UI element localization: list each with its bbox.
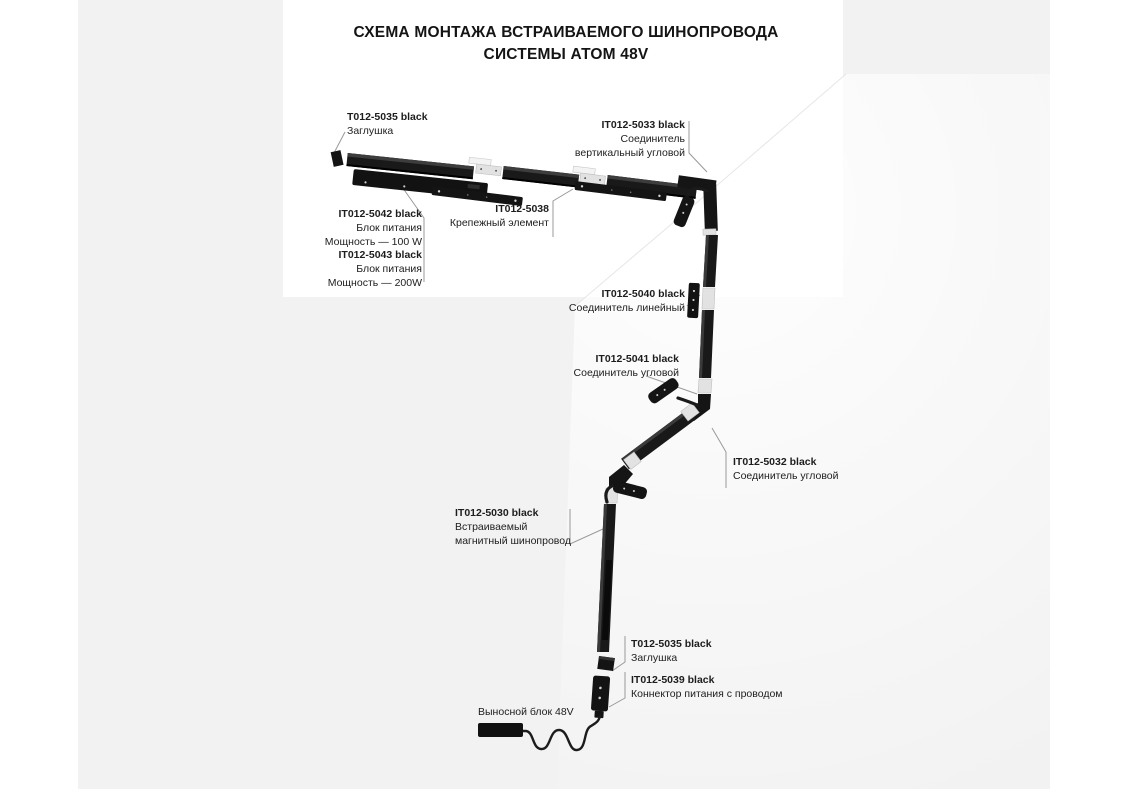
label-code: IT012-5043 black [338,249,422,261]
end-cap-bottom [597,656,615,671]
label-line: вертикальный угловой [574,147,685,160]
label-line: Мощность — 100 W [324,236,422,249]
label-code: Т012-5035 black [347,111,428,123]
label-code: IT012-5039 black [631,674,715,686]
label-line: Крепежный элемент [449,217,549,230]
label-line: Коннектор питания с проводом [631,688,783,701]
label-line: Заглушка [347,125,394,138]
label-code: IT012-5040 black [601,288,685,300]
label-line: Заглушка [631,652,678,665]
label-code: IT012-5033 black [601,119,685,131]
label-external-psu [478,705,574,719]
label-line: Соединитель линейный [568,302,685,315]
label-code: IT012-5041 black [595,353,679,365]
label-cap-top [347,110,428,138]
title-line-1: СХЕМА МОНТАЖА ВСТРАИВАЕМОГО ШИНОПРОВОДА [353,24,779,41]
label-psu-200 [302,248,422,291]
label-line: Соединитель угловой [573,367,679,380]
label-corner-vertical [547,118,685,161]
label-line: Выносной блок 48V [478,706,574,718]
label-corner-mid [530,352,679,380]
label-line: Блок питания [356,263,422,276]
label-line: магнитный шинопровод [455,535,571,548]
label-track [455,506,571,549]
label-code: IT012-5030 black [455,507,539,519]
label-mount [431,202,549,230]
external-psu-box [478,723,523,737]
label-psu-100 [302,207,422,250]
label-line: Соединитель угловой [733,470,839,483]
label-power-connector [631,673,783,701]
label-line: Блок питания [356,222,422,235]
linear-connector [687,283,700,319]
title-line-2: СИСТЕМЫ АТОМ 48V [483,46,649,63]
label-cap-bottom [631,637,712,665]
label-code: IT012-5042 black [338,208,422,220]
label-code: Т012-5035 black [631,638,712,650]
label-connector-linear [537,287,685,315]
label-line: Встраиваемый [455,521,528,534]
label-code: IT012-5038 [495,203,549,215]
label-line: Соединитель [620,133,685,146]
label-code: IT012-5032 black [733,456,817,468]
label-line: Мощность — 200W [327,277,422,290]
page-title [283,22,849,66]
label-corner-low [733,455,838,483]
